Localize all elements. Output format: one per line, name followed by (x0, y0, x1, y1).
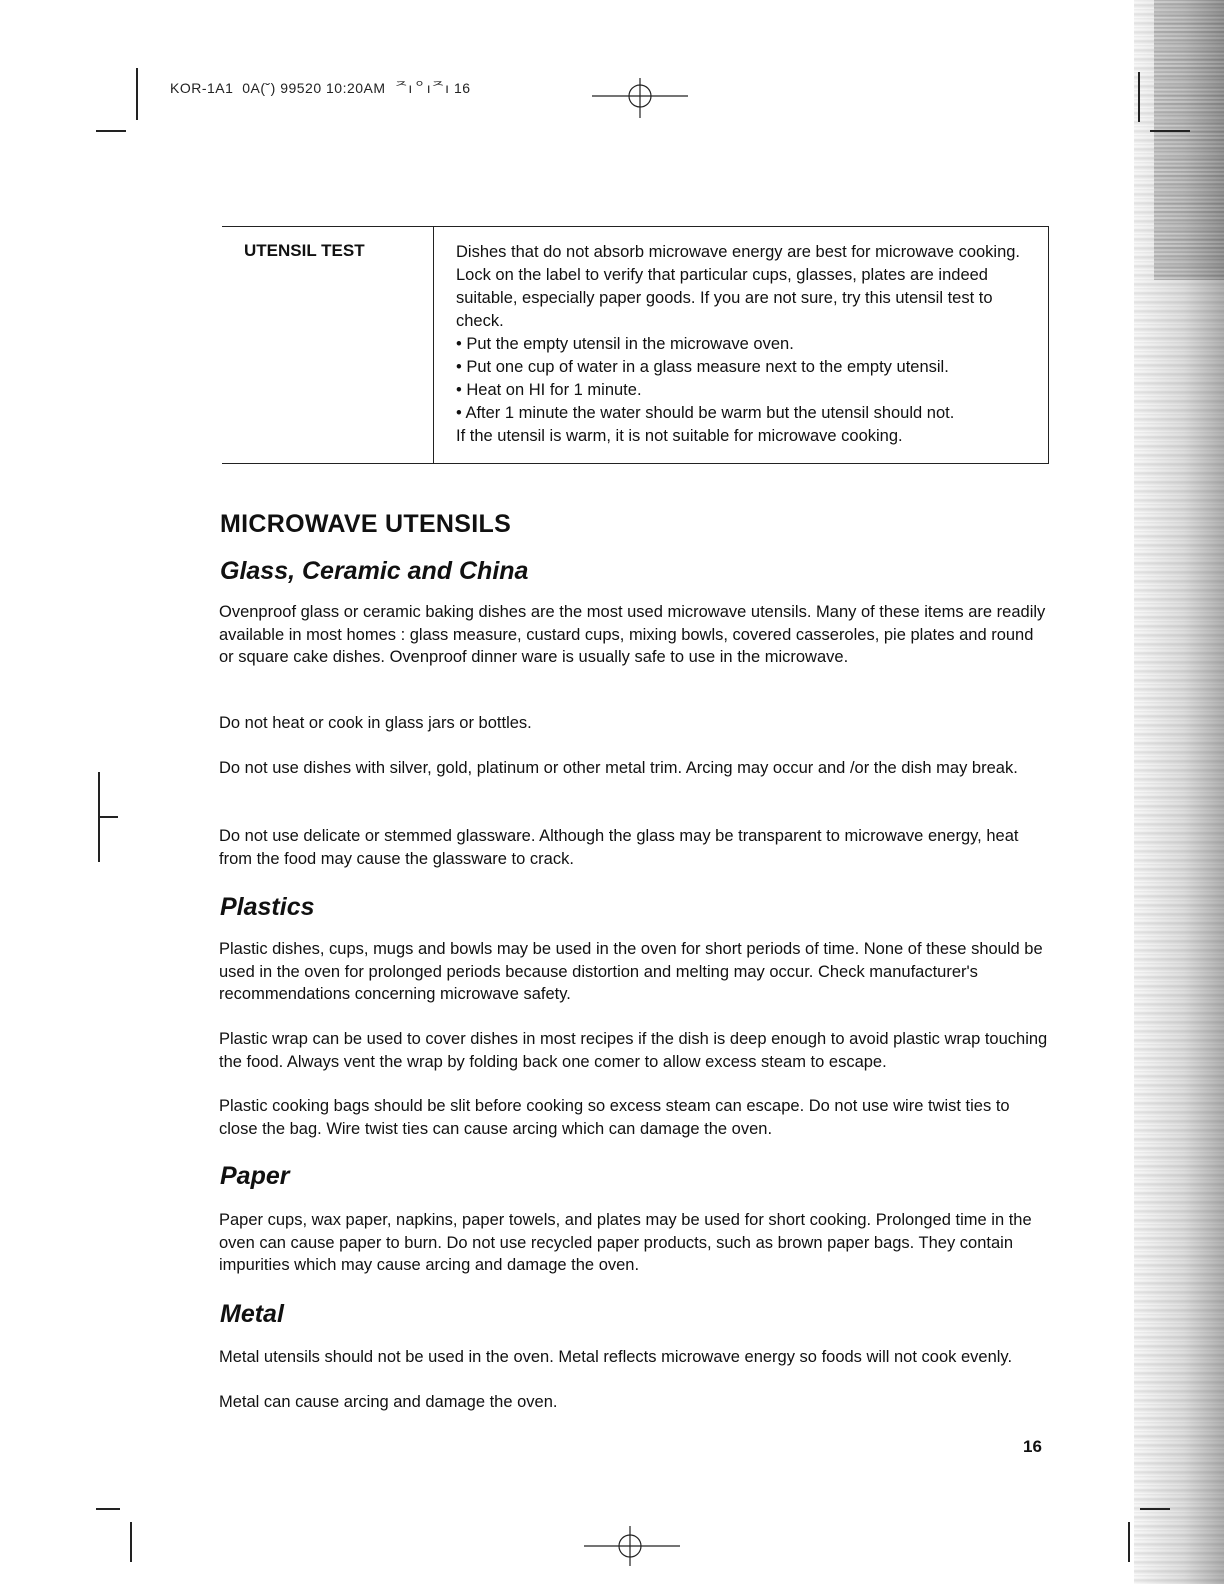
crop-mark-bottom-right-vertical (1128, 1522, 1130, 1562)
utensil-test-title: UTENSIL TEST (244, 241, 365, 260)
glass-paragraph-2: Do not heat or cook in glass jars or bottles. (219, 714, 532, 732)
crop-mark-left-mid-horizontal (98, 816, 118, 818)
print-header: KOR-1A1 0A(˘) 99520 10:20AM ᄌıᄋıᄌı 16 (170, 80, 471, 96)
plastics-paragraph-3: Plastic cooking bags should be slit before cooking so excess steam can escape. Do not use wire twist ties to close the bag. Wire twist ties can cause arcing which can damage the oven. (219, 1097, 1010, 1138)
glass-heading: Glass, Ceramic and China (220, 557, 529, 585)
crop-mark-top-left-vertical (136, 68, 138, 120)
crop-mark-bottom-left-vertical (130, 1522, 132, 1562)
metal-heading: Metal (220, 1300, 284, 1328)
glass-paragraph-1: Ovenproof glass or ceramic baking dishes are the most used microwave utensils. Many of these items are readily available in most homes : glass measure, custard cups, mixing bowls, covered casseroles, pie plates and round or square cake dishes. Ovenproof dinner ware is usually safe to use in the microwave. (219, 603, 1046, 666)
paper-paragraph-1: Paper cups, wax paper, napkins, paper towels, and plates may be used for short cooking. Prolonged time in the oven can cause paper to burn. Do not use recycled paper products, such as brown paper bags. They contain impurities which may cause arcing and damage the oven. (219, 1211, 1032, 1274)
utensil-test-note: If the utensil is warm, it is not suitable for microwave cooking. (456, 427, 903, 445)
utensil-test-step: • Heat on HI for 1 minute. (456, 381, 642, 399)
glass-paragraph-4: Do not use delicate or stemmed glassware. Although the glass may be transparent to microwave energy, heat from the food may cause the glassware to crack. (219, 827, 1019, 868)
crop-mark-bottom-left-horizontal (96, 1508, 120, 1510)
paper-heading: Paper (220, 1162, 290, 1190)
plastics-paragraph-1: Plastic dishes, cups, mugs and bowls may be used in the oven for short periods of time. None of these should be used in the oven for prolonged periods because distortion and melting may occur. Check manufacturer's recommendations concerning microwave safety. (219, 940, 1043, 1003)
utensil-test-intro: Dishes that do not absorb microwave energy are best for microwave cooking. Lock on the label to verify that particular cups, glasses, plates are indeed suitable, especially paper goods. If you are not sure, try this utensil test to check. (456, 243, 1021, 330)
utensil-test-label-cell (222, 227, 434, 463)
utensil-test-step: • After 1 minute the water should be warm but the utensil should not. (456, 404, 955, 422)
metal-paragraph-1: Metal utensils should not be used in the oven. Metal reflects microwave energy so foods will not cook evenly. (219, 1348, 1013, 1366)
crop-mark-top-right-vertical (1138, 72, 1140, 122)
section-title: MICROWAVE UTENSILS (220, 510, 512, 538)
utensil-test-step: • Put one cup of water in a glass measure next to the empty utensil. (456, 358, 949, 376)
crop-mark-bottom-right-horizontal (1140, 1508, 1170, 1510)
page-number: 16 (1023, 1437, 1042, 1456)
utensil-test-body-cell (434, 227, 1048, 463)
utensil-test-step: • Put the empty utensil in the microwave oven. (456, 335, 794, 353)
plastics-paragraph-2: Plastic wrap can be used to cover dishes in most recipes if the dish is deep enough to avoid plastic wrap touching the food. Always vent the wrap by folding back one comer to allow excess steam to escape. (219, 1030, 1048, 1071)
crop-mark-top-right-horizontal (1150, 130, 1190, 132)
registration-mark-top-icon (592, 78, 688, 118)
metal-paragraph-2: Metal can cause arcing and damage the oven. (219, 1393, 558, 1411)
crop-mark-top-left-horizontal (96, 130, 126, 132)
scan-edge-shadow (1154, 0, 1224, 280)
registration-mark-bottom-icon (584, 1526, 680, 1566)
plastics-heading: Plastics (220, 893, 315, 921)
utensil-test-box (222, 226, 1049, 464)
glass-paragraph-3: Do not use dishes with silver, gold, platinum or other metal trim. Arcing may occur and /or the dish may break. (219, 759, 1018, 777)
